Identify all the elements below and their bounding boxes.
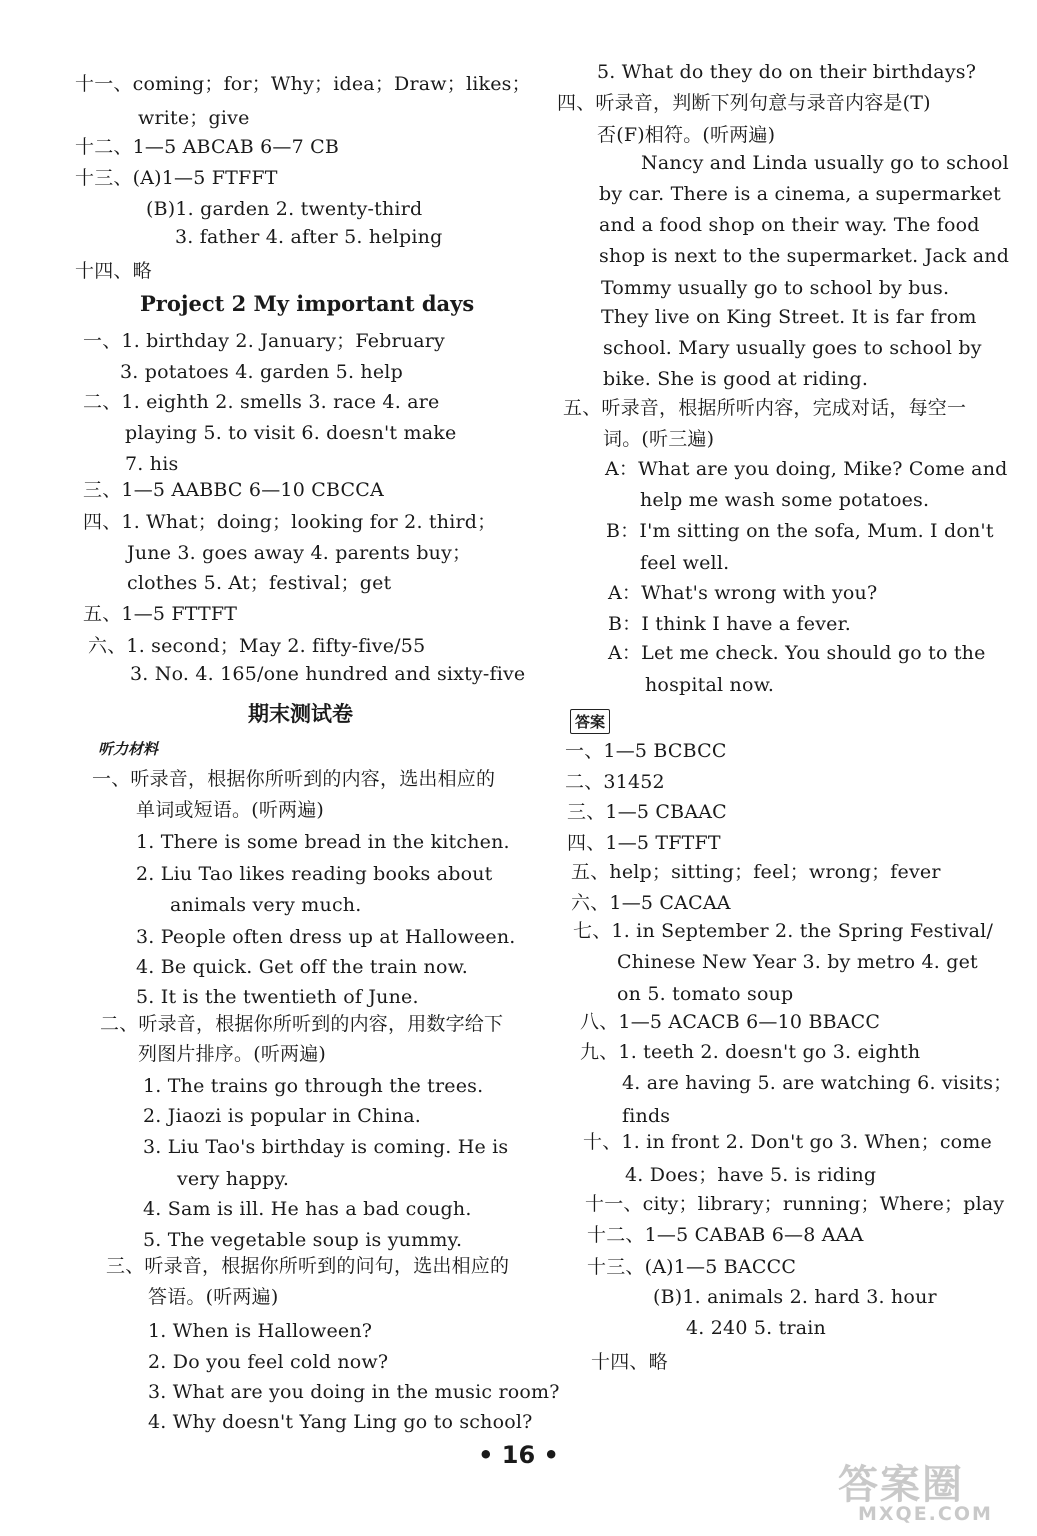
right-column-line: 八、1—5 ACACB 6—10 BBACC <box>580 1011 881 1033</box>
right-column-line: 七、1. in September 2. the Spring Festival/ <box>573 920 994 942</box>
right-column-line: 四、1—5 TFTFT <box>567 832 721 854</box>
right-column-line: 五、听录音，根据所听内容，完成对话，每空一 <box>563 397 967 419</box>
left-column-line: (B)1. garden 2. twenty-third <box>146 198 423 220</box>
right-column-line: Nancy and Linda usually go to school <box>641 152 1009 174</box>
left-column-line: 4. Why doesn't Yang Ling go to school? <box>148 1411 533 1433</box>
right-column-line: They live on King Street. It is far from <box>601 306 977 328</box>
left-column-line: 7. his <box>125 453 179 475</box>
left-column-line: 二、1. eighth 2. smells 3. race 4. are <box>83 391 440 413</box>
page-number: • 16 • <box>478 1441 559 1469</box>
left-column-line: animals very much. <box>170 894 362 916</box>
left-column-line: 三、1—5 AABBC 6—10 CBCCA <box>83 479 384 501</box>
right-column-line: 5. What do they do on their birthdays? <box>597 61 977 83</box>
left-column-line: 4. Sam is ill. He has a bad cough. <box>143 1198 472 1220</box>
left-column-line: 1. When is Halloween? <box>148 1320 373 1342</box>
left-column-line: 单词或短语。(听两遍) <box>136 799 325 821</box>
left-column-line: 十三、(A)1—5 FTFFT <box>75 167 278 189</box>
right-column-line: bike. She is good at riding. <box>603 368 869 390</box>
exam-heading: 期末测试卷 <box>248 701 353 726</box>
right-column-line: 九、1. teeth 2. doesn't go 3. eighth <box>580 1041 921 1063</box>
right-column-line: 四、听录音，判断下列句意与录音内容是(T) <box>557 92 931 114</box>
left-column-line: 五、1—5 FTTFT <box>83 603 238 625</box>
left-column-line: 十二、1—5 ABCAB 6—7 CB <box>75 136 340 158</box>
watermark-en: MXQE.COM <box>858 1503 993 1525</box>
left-column-line: 5. The vegetable soup is yummy. <box>143 1229 463 1251</box>
right-column-line: 三、1—5 CBAAC <box>567 801 727 823</box>
project-heading: Project 2 My important days <box>140 291 475 316</box>
right-column-line: 否(F)相符。(听两遍) <box>597 124 776 146</box>
right-column-line: 4. 240 5. train <box>686 1317 826 1339</box>
right-column-line: 词。(听三遍) <box>603 428 715 450</box>
left-column-line: 十四、略 <box>75 260 152 282</box>
left-column-line: 三、听录音，根据你所听到的问句，选出相应的 <box>106 1255 510 1277</box>
watermark-logo <box>838 1453 1028 1531</box>
left-column-line: playing 5. to visit 6. doesn't make <box>125 422 457 444</box>
right-column-line: A：Let me check. You should go to the <box>608 642 986 664</box>
right-column-line: hospital now. <box>645 674 775 696</box>
right-column-line: 十四、略 <box>591 1351 668 1373</box>
left-column-line: 1. The trains go through the trees. <box>143 1075 484 1097</box>
right-column-line: B：I think I have a fever. <box>608 613 852 635</box>
left-column-line: June 3. goes away 4. parents buy； <box>127 542 472 564</box>
right-column-line: 十二、1—5 CABAB 6—8 AAA <box>587 1224 864 1246</box>
left-column-line: 1. There is some bread in the kitchen. <box>136 831 510 853</box>
right-column-line: 十三、(A)1—5 BACCC <box>587 1256 797 1278</box>
right-column-line: 4. Does；have 5. is riding <box>625 1164 877 1186</box>
right-column-line: 六、1—5 CACAA <box>571 892 731 914</box>
watermark-cn: 答案圈 <box>838 1462 964 1508</box>
right-column-line: on 5. tomato soup <box>617 983 794 1005</box>
left-column-line: 3. Liu Tao's birthday is coming. He is <box>143 1136 509 1158</box>
left-column-line: 一、1. birthday 2. January；February <box>83 330 445 352</box>
left-column-line: clothes 5. At；festival；get <box>127 572 392 594</box>
right-column-line: 五、help；sitting；feel；wrong；fever <box>571 861 941 883</box>
left-column-line: 3. No. 4. 165/one hundred and sixty-five <box>130 663 526 685</box>
right-column-line: Chinese New Year 3. by metro 4. get <box>617 951 978 973</box>
answers-label: 答案 <box>570 709 610 734</box>
left-column-line: write；give <box>138 107 250 129</box>
right-column-line: Tommy usually go to school by bus. <box>601 277 950 299</box>
right-column-line: 一、1—5 BCBCC <box>565 740 727 762</box>
left-column-line: 二、听录音，根据你所听到的内容，用数字给下 <box>100 1013 504 1035</box>
right-column-line: A：What's wrong with you? <box>608 582 878 604</box>
left-column-line: 2. Liu Tao likes reading books about <box>136 863 493 885</box>
right-column-line: (B)1. animals 2. hard 3. hour <box>653 1286 937 1308</box>
right-column-line: A：What are you doing, Mike? Come and <box>605 458 1008 480</box>
listening-material-label: 听力材料 <box>98 740 159 758</box>
left-column-line: 3. potatoes 4. garden 5. help <box>120 361 403 383</box>
right-column-line: feel well. <box>640 552 730 574</box>
right-column-line: 十一、city；library；running；Where；play <box>585 1193 1005 1215</box>
left-column-line: 5. It is the twentieth of June. <box>136 986 419 1008</box>
left-column-line: 四、1. What；doing；looking for 2. third； <box>83 511 497 533</box>
left-column-line: 列图片排序。(听两遍) <box>138 1043 327 1065</box>
right-column-line: by car. There is a cinema, a supermarket <box>599 183 1002 205</box>
left-column-line: very happy. <box>177 1168 290 1190</box>
right-column-line: B：I'm sitting on the sofa, Mum. I don't <box>606 520 994 542</box>
left-column-line: 答语。(听两遍) <box>148 1286 279 1308</box>
left-column-line: 4. Be quick. Get off the train now. <box>136 956 469 978</box>
left-column-line: 3. father 4. after 5. helping <box>175 226 443 248</box>
left-column-line: 2. Do you feel cold now? <box>148 1351 389 1373</box>
left-column-line: 十一、coming；for；Why；idea；Draw；likes； <box>75 73 531 95</box>
left-column-line: 3. What are you doing in the music room? <box>148 1381 560 1403</box>
right-column-line: and a food shop on their way. The food <box>599 214 980 236</box>
left-column-line: 六、1. second；May 2. fifty-five/55 <box>88 635 426 657</box>
left-column-line: 一、听录音，根据你所听到的内容，选出相应的 <box>92 768 496 790</box>
right-column-line: 4. are having 5. are watching 6. visits； <box>622 1072 1013 1094</box>
left-column-line: 2. Jiaozi is popular in China. <box>143 1105 421 1127</box>
right-column-line: finds <box>622 1105 671 1127</box>
left-column-line: 3. People often dress up at Halloween. <box>136 926 516 948</box>
right-column-line: shop is next to the supermarket. Jack and <box>599 245 1010 267</box>
right-column-line: 十、1. in front 2. Don't go 3. When；come <box>583 1131 992 1153</box>
right-column-line: 二、31452 <box>565 771 665 793</box>
right-column-line: school. Mary usually goes to school by <box>603 337 982 359</box>
right-column-line: help me wash some potatoes. <box>640 489 930 511</box>
